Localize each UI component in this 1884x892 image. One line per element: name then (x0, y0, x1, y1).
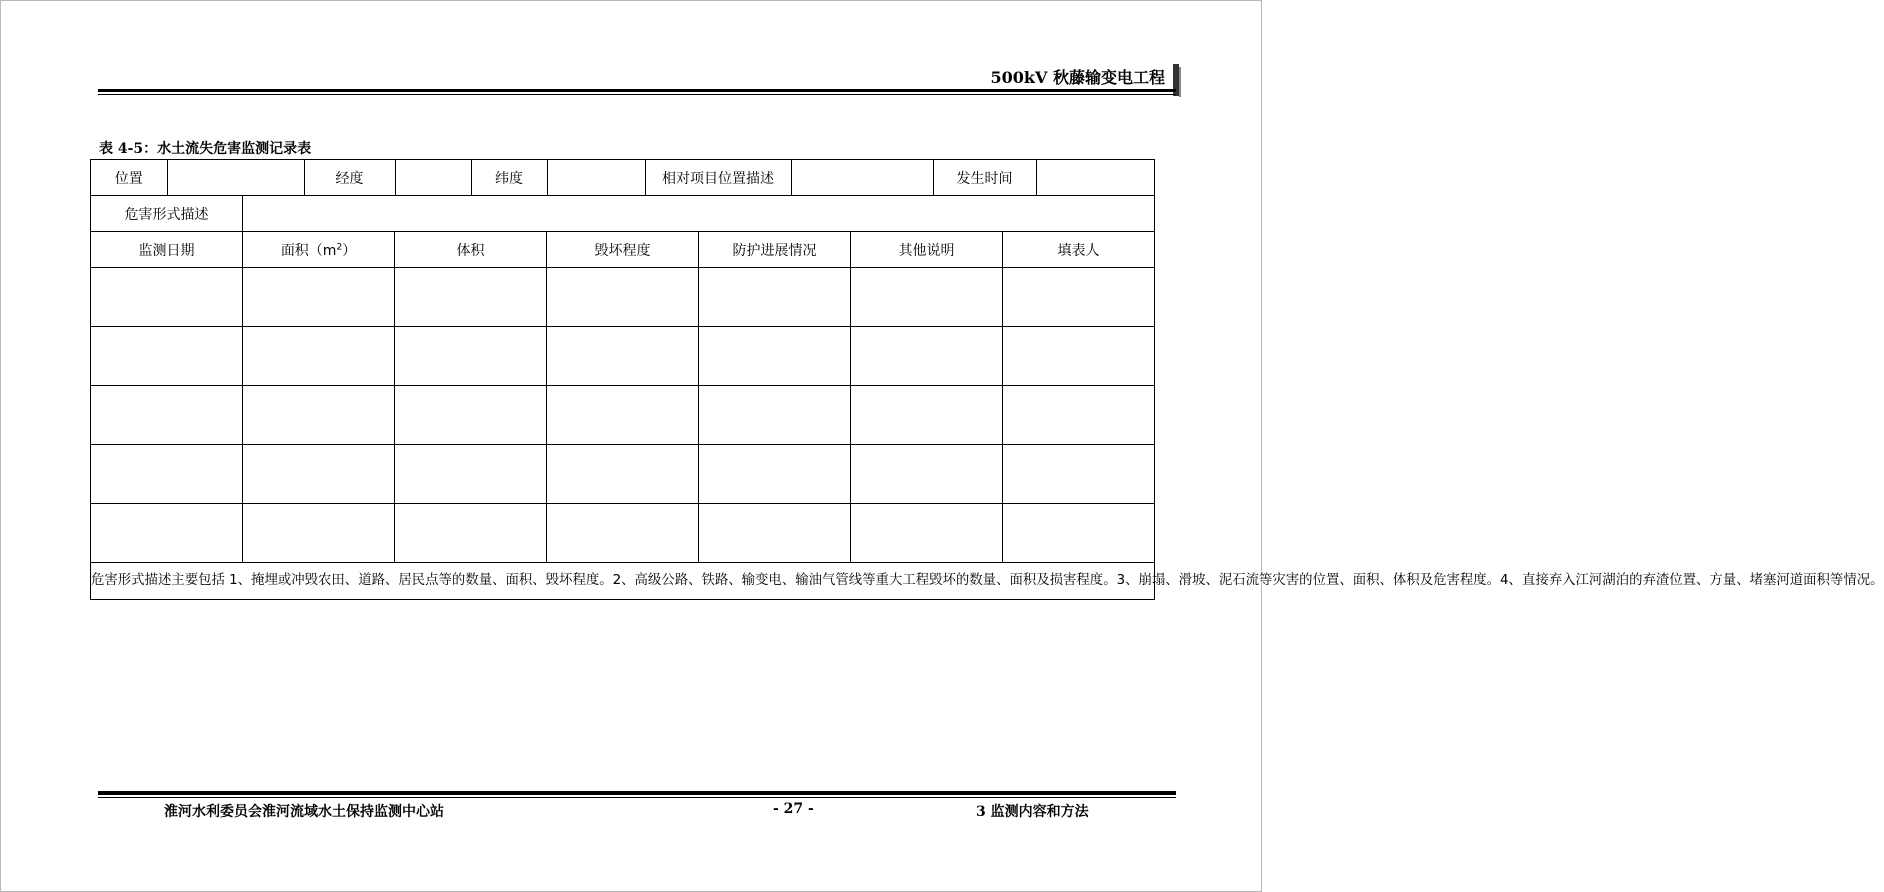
table-cell[interactable] (91, 445, 243, 504)
footer-rule-thick (98, 791, 1176, 795)
table-cell[interactable] (91, 327, 243, 386)
col-header-other: 其他说明 (851, 232, 1003, 268)
table-cell[interactable] (547, 445, 699, 504)
header-accent-bar-shadow (1179, 67, 1181, 97)
table-cell[interactable] (243, 445, 395, 504)
table-cell[interactable] (547, 327, 699, 386)
table-cell[interactable] (395, 327, 547, 386)
table-cell[interactable] (1003, 445, 1155, 504)
table-cell[interactable] (91, 386, 243, 445)
table-caption: 表 4-5：水土流失危害监测记录表 (99, 141, 312, 157)
longitude-label: 经度 (304, 160, 395, 195)
table-cell[interactable] (395, 504, 547, 563)
table-row (91, 160, 1155, 196)
table-cell[interactable] (547, 386, 699, 445)
footer-page-number: - 27 - (773, 801, 814, 817)
header-rule-thin (98, 94, 1176, 95)
table-cell[interactable] (395, 268, 547, 327)
table-row (91, 504, 1155, 563)
table-cell[interactable] (699, 386, 851, 445)
longitude-value[interactable] (395, 160, 471, 195)
hazard-form-value[interactable] (243, 196, 1155, 232)
col-header-filler: 填表人 (1003, 232, 1155, 268)
table-cell[interactable] (547, 504, 699, 563)
col-header-date: 监测日期 (91, 232, 243, 268)
table-cell[interactable] (1003, 504, 1155, 563)
hazard-monitoring-table (90, 159, 1884, 600)
table-row (91, 327, 1155, 386)
table-cell[interactable] (91, 504, 243, 563)
table-cell[interactable] (91, 268, 243, 327)
table-cell[interactable] (699, 268, 851, 327)
table-row (91, 196, 1155, 232)
location-subtable (91, 160, 1155, 195)
table-cell[interactable] (547, 268, 699, 327)
table-cell[interactable] (851, 504, 1003, 563)
occurrence-time-value[interactable] (1036, 160, 1155, 195)
header-rule-thick (98, 89, 1176, 92)
table-cell[interactable] (1003, 327, 1155, 386)
table-cell[interactable] (851, 386, 1003, 445)
table-cell[interactable] (243, 386, 395, 445)
location-value[interactable] (167, 160, 304, 195)
table-cell[interactable] (243, 268, 395, 327)
table-row (91, 268, 1155, 327)
relative-position-label: 相对项目位置描述 (645, 160, 791, 195)
table-cell[interactable] (1003, 268, 1155, 327)
table-cell[interactable] (699, 445, 851, 504)
table-cell[interactable] (699, 504, 851, 563)
occurrence-time-label: 发生时间 (933, 160, 1036, 195)
footer-section: 3 监测内容和方法 (976, 804, 1089, 820)
header-title: 500kV 秋藤输变电工程 (990, 68, 1165, 87)
col-header-volume: 体积 (395, 232, 547, 268)
table-cell[interactable] (699, 327, 851, 386)
location-label: 位置 (91, 160, 167, 195)
table-note: 危害形式描述主要包括 1、掩埋或冲毁农田、道路、居民点等的数量、面积、毁坏程度。2、高级公路、铁路、输变电、输油气管线等重大工程毁坏的数量、面积及损害程度。3、崩塌、滑坡、泥石流等灾害的位置、面积、体积及危害程度。4、直接弃入江河湖泊的弃渣位置、方量、堵塞河道面积等情况。 (91, 563, 1155, 600)
table-cell[interactable] (395, 386, 547, 445)
table-row (91, 445, 1155, 504)
table-cell[interactable] (243, 504, 395, 563)
latitude-value[interactable] (547, 160, 645, 195)
latitude-label: 纬度 (471, 160, 547, 195)
table-cell[interactable] (851, 445, 1003, 504)
table-cell[interactable] (1003, 386, 1155, 445)
table-cell[interactable] (243, 327, 395, 386)
footer-organization: 淮河水利委员会淮河流域水土保持监测中心站 (164, 804, 444, 820)
col-header-damage: 毁坏程度 (547, 232, 699, 268)
col-header-protection: 防护进展情况 (699, 232, 851, 268)
table-row (91, 386, 1155, 445)
table-header-row (91, 232, 1155, 268)
table-cell[interactable] (395, 445, 547, 504)
table-note-row (91, 563, 1155, 600)
hazard-form-label: 危害形式描述 (91, 196, 243, 232)
col-header-area: 面积$(m^2)$ (243, 232, 395, 268)
table-cell[interactable] (851, 327, 1003, 386)
footer-rule-thin (98, 797, 1176, 798)
relative-position-value[interactable] (791, 160, 933, 195)
table-cell[interactable] (851, 268, 1003, 327)
